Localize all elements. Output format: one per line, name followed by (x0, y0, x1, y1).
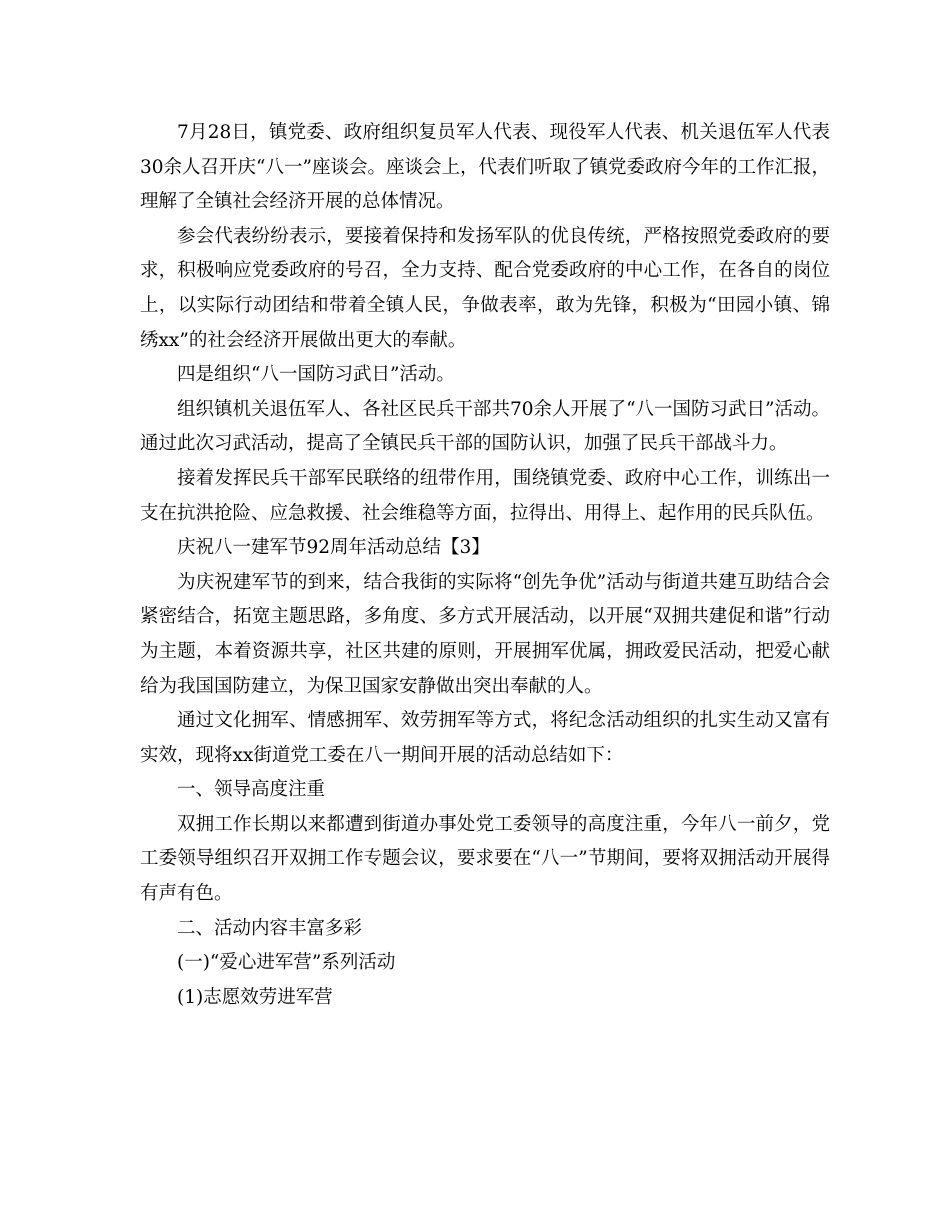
paragraph-meeting-report: 7月28日，镇党委、政府组织复员军人代表、现役军人代表、机关退伍军人代表30余人召开庆“八一”座谈会。座谈会上，代表们听取了镇党委政府今年的工作汇报，理解了全镇社会经济开展的总体情况。 (140, 122, 830, 213)
paragraph-leadership-detail: 双拥工作长期以来都遭到街道办事处党工委领导的高度注重，今年八一前夕，党工委领导组织召开双拥工作专题会议，要求要在“八一”节期间，要将双拥活动开展得有声有色。 (140, 813, 830, 905)
paragraph-celebration-intro: 为庆祝建军节的到来，结合我街的实际将“创先争优”活动与街道共建互助结合会紧密结合，拓宽主题思路，多角度、多方式开展活动，以开展“双拥共建促和谐”行动为主题，本着资源共享，社区共建的原则，开展拥军优属，拥政爱民活动，把爱心献给为我国国防建立，为保卫国家安静做出突出奉献的人。 (140, 571, 830, 697)
paragraph-item-volunteer: (1)志愿效劳进军营 (177, 986, 333, 1008)
paragraph-heading-leadership: 一、领导高度注重 (177, 779, 326, 801)
paragraph-drill-activity: 组织镇机关退伍军人、各社区民兵干部共70余人开展了“八一国防习武日”活动。通过此次习武活动，提高了全镇民兵干部的国防认识，加强了民兵干部战斗力。 (140, 398, 830, 455)
document-body (140, 116, 830, 1015)
paragraph-subheading-love-camp: (一)“爱心进军营”系列活动 (177, 952, 396, 974)
paragraph-section-four-heading: 四是组织“八一国防习武日”活动。 (177, 364, 455, 386)
paragraph-heading-activities: 二、活动内容丰富多彩 (177, 917, 363, 939)
paragraph-militia-role: 接着发挥民兵干部军民联络的纽带作用，围绕镇党委、政府中心工作，训练出一支在抗洪抢险、应急救援、社会维稳等方面，拉得出、用得上、起作用的民兵队伍。 (140, 467, 830, 524)
paragraph-summary-title: 庆祝八一建军节92周年活动总结【3】 (177, 537, 490, 559)
paragraph-methods: 通过文化拥军、情感拥军、效劳拥军等方式，将纪念活动组织的扎实生动又富有实效，现将xx街道党工委在八一期间开展的活动总结如下： (140, 710, 830, 766)
paragraph-representatives-statement: 参会代表纷纷表示，要接着保持和发扬军队的优良传统，严格按照党委政府的要求，积极响应党委政府的号召，全力支持、配合党委政府的中心工作，在各自的岗位上，以实际行动团结和带着全镇人民，争做表率，敢为先锋，积极为“田园小镇、锦绣xx”的社会经济开展做出更大的奉献。 (140, 225, 830, 351)
